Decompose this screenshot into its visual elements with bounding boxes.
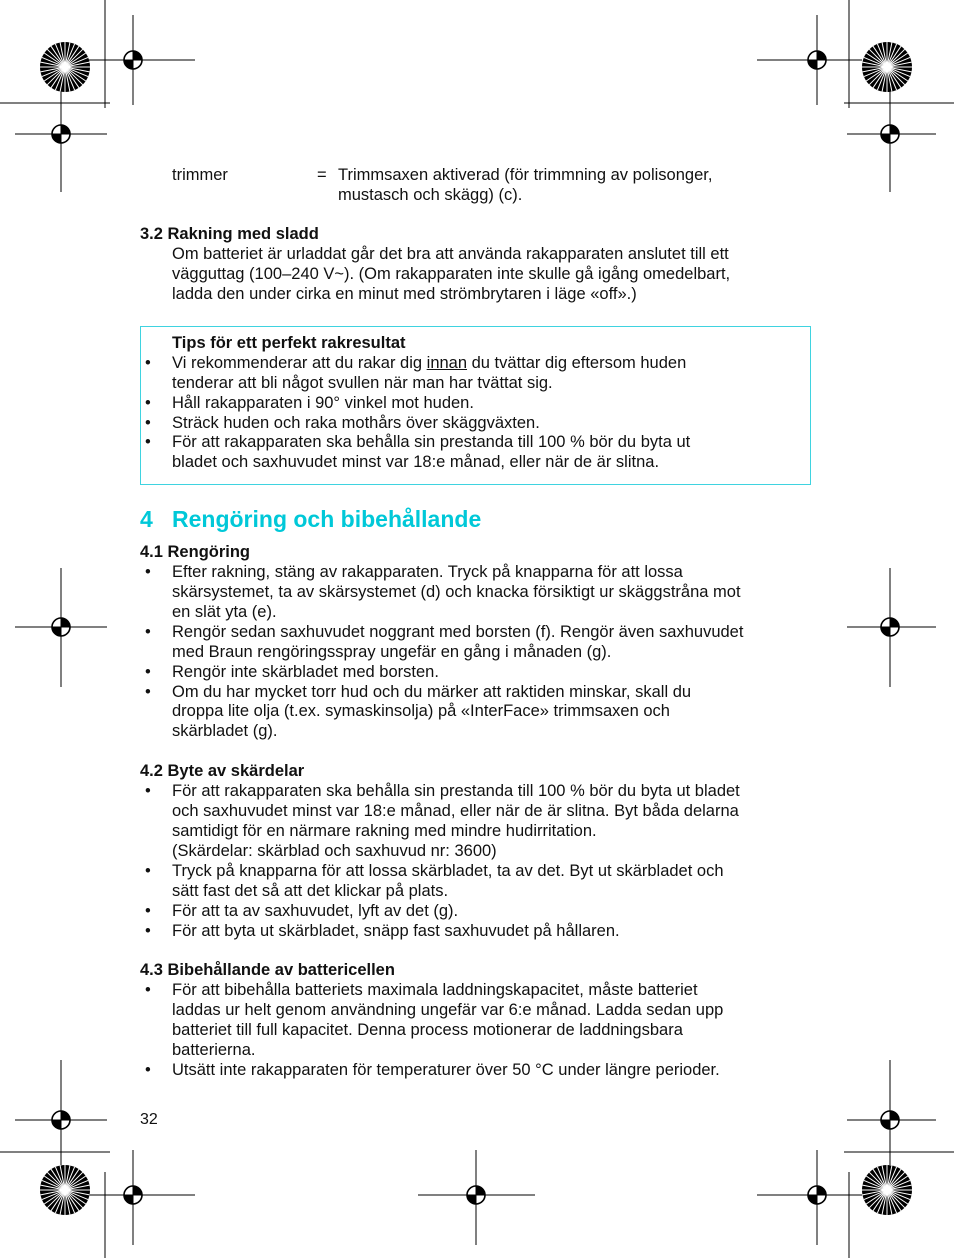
list-item-line: laddas ur helt genom användning ungefär var 6:e månad. Ladda sedan upp [172,1001,724,1019]
bullet-icon: • [145,981,151,999]
list-item-line: (Skärdelar: skärblad och saxhuvud nr: 3600) [172,842,497,860]
section-4-2-heading: 4.2 Byte av skärdelar [140,762,305,780]
bullet-icon: • [145,1061,151,1079]
list-item-line: Rengör inte skärbladet med borsten. [172,663,439,681]
bullet-icon: • [145,862,151,880]
section-4-title: Rengöring och bibehållande [172,506,482,532]
list-item-line: skärbladet (g). [172,722,278,740]
bullet-icon: • [145,563,151,581]
tips-item-emphasis: innan [426,354,468,372]
tips-item-text: Vi rekommenderar att du rakar dig [172,354,427,372]
list-item-line: Tryck på knapparna för att lossa skärbladet, ta av det. Byt ut skärbladet och [172,862,724,880]
section-4-number: 4 [140,506,153,532]
list-item-line: För att byta ut skärbladet, snäpp fast saxhuvudet på hållaren. [172,922,620,940]
tips-item-text: du tvättar dig eftersom huden [467,354,687,372]
list-item-line: Rengör sedan saxhuvudet noggrant med borsten (f). Rengör även saxhuvudet [172,623,744,641]
trimmer-equals: = [317,166,327,184]
tips-item: Håll rakapparaten i 90° vinkel mot huden. [172,394,474,412]
list-item-line: Utsätt inte rakapparaten för temperaturer över 50 °C under längre perioder. [172,1061,720,1079]
list-item-line: en slät yta (e). [172,603,277,621]
tips-item: Sträck huden och raka mothårs över skäggväxten. [172,414,540,432]
list-item-line: batteriet till full kapacitet. Denna process motionerar de laddningsbara [172,1021,683,1039]
list-item-line: med Braun rengöringsspray ungefär en gång i månaden (g). [172,643,612,661]
list-item-line: droppa lite olja (t.ex. symaskinsolja) på «InterFace» trimmsaxen och [172,702,670,720]
list-item-line: För att bibehålla batteriets maximala laddningskapacitet, måste batteriet [172,981,698,999]
trimmer-desc-line: Trimmsaxen aktiverad (för trimmning av polisonger, [338,166,713,184]
section-4-1-heading: 4.1 Rengöring [140,543,251,561]
tips-item [172,353,686,373]
section-4-3-heading: 4.3 Bibehållande av battericellen [140,961,395,979]
list-item-line: Efter rakning, stäng av rakapparaten. Tryck på knapparna för att lossa [172,563,683,581]
trimmer-term: trimmer [172,166,228,184]
list-item-line: och saxhuvudet minst var 18:e månad, eller när de är slitna. Byt båda delarna [172,802,739,820]
section-4-heading [140,505,481,533]
page-number: 32 [140,1111,158,1128]
bullet-icon: • [145,922,151,940]
bullet-icon: • [145,683,151,701]
section-3-2-line: ladda den under cirka en minut med strömbrytaren i läge «off».) [172,285,637,303]
tips-heading: Tips för ett perfekt rakresultat [172,334,406,352]
tips-item-line: bladet och saxhuvudet minst var 18:e månad, eller när de är slitna. [172,453,660,471]
bullet-icon: • [145,663,151,681]
section-3-2-line: vägguttag (100–240 V~). (Om rakapparaten inte skulle gå igång omedelbart, [172,265,731,283]
bullet-icon: • [145,902,151,920]
tips-item-line: För att rakapparaten ska behålla sin prestanda till 100 % bör du byta ut [172,433,691,451]
section-3-2-line: Om batteriet är urladdat går det bra att använda rakapparaten anslutet till ett [172,245,729,263]
bullet-icon: • [145,623,151,641]
bullet-icon: • [145,433,151,451]
tips-item-line: tenderar att bli något svullen när man har tvättat sig. [172,374,553,392]
list-item-line: För att ta av saxhuvudet, lyft av det (g). [172,902,459,920]
list-item-line: samtidigt för en närmare rakning med mindre hudirritation. [172,822,597,840]
bullet-icon: • [145,354,151,372]
trimmer-desc-line: mustasch och skägg) (c). [338,186,523,204]
list-item-line: skärsystemet, ta av skärsystemet (d) och knacka försiktigt ur skäggstråna mot [172,583,741,601]
section-3-2-heading: 3.2 Rakning med sladd [140,225,319,243]
bullet-icon: • [145,782,151,800]
list-item-line: sätt fast det så att det klickar på plats. [172,882,449,900]
bullet-icon: • [145,414,151,432]
list-item-line: batterierna. [172,1041,256,1059]
list-item-line: För att rakapparaten ska behålla sin prestanda till 100 % bör du byta ut bladet [172,782,740,800]
list-item-line: Om du har mycket torr hud och du märker att raktiden minskar, skall du [172,683,692,701]
bullet-icon: • [145,394,151,412]
